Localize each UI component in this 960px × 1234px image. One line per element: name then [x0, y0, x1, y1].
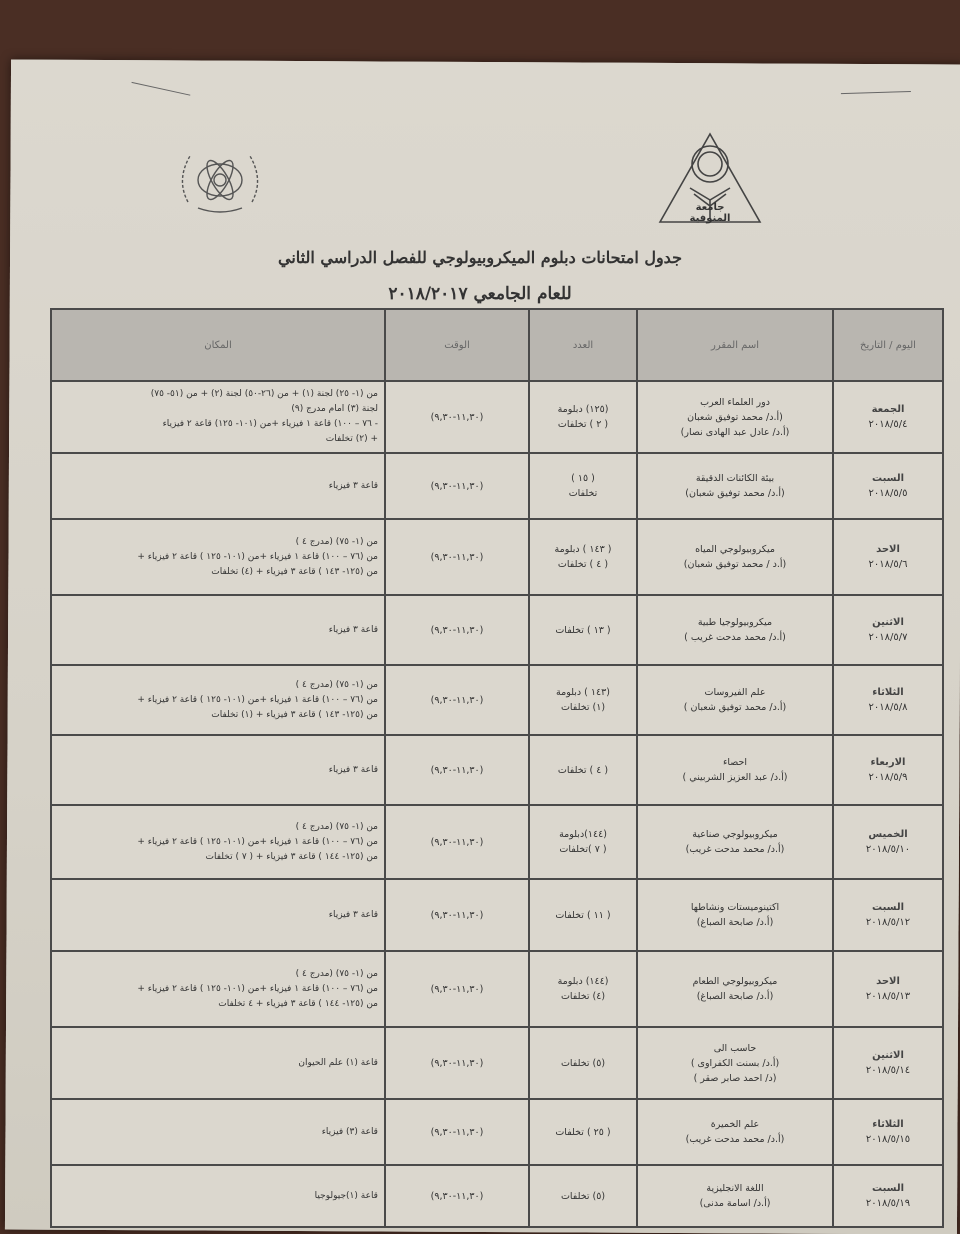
day-name: الجمعة [871, 404, 905, 415]
day-name: السبت [871, 473, 905, 484]
place-cell [51, 665, 385, 735]
lecturer-name: (أ.د/ محمد مدحت غريب ) [684, 632, 786, 643]
document-title: جدول امتحانات دبلوم الميكروبيولوجي للفصل الدراسي الثاني [278, 248, 682, 267]
lecturer-name: (أ.د/ محمد مدحت غريب) [685, 844, 785, 855]
exam-date: ٢٠١٨/٥/١٩ [865, 1198, 911, 1209]
time-cell [385, 519, 529, 595]
exam-date: ٢٠١٨/٥/٩ [868, 772, 908, 783]
date-cell [833, 519, 943, 595]
exam-location: + (٢) تخلفات [325, 434, 378, 444]
exam-location: من (١- ٧٥) (مدرج ٤ ) [295, 968, 378, 979]
course-cell [637, 1099, 833, 1165]
student-count: ( ١١ ) تخلفات [555, 909, 611, 921]
date-cell [833, 951, 943, 1027]
course-cell [637, 595, 833, 665]
lecturer-name: (أ.د/ عادل عبد الهادى نصار) [680, 426, 790, 438]
student-count: تخلفات [568, 488, 598, 499]
header-place: المكان [51, 309, 385, 381]
count-cell [529, 1027, 637, 1099]
day-name: الخميس [868, 829, 908, 840]
date-cell [833, 381, 943, 453]
date-cell [833, 1099, 943, 1165]
student-count: (١٤٣ ) دبلومة [556, 687, 610, 698]
date-cell [833, 735, 943, 805]
exam-date: ٢٠١٨/٥/١٣ [865, 991, 911, 1002]
count-cell [529, 595, 637, 665]
course-cell [637, 1165, 833, 1227]
place-cell [51, 381, 385, 453]
exam-time: (١١,٣٠-٩,٣٠) [430, 764, 484, 776]
course-cell [637, 519, 833, 595]
table-row [51, 1165, 943, 1227]
day-name: الاحد [876, 544, 900, 555]
place-cell [51, 1027, 385, 1099]
exam-location: قاعة ٣ فيزياء [328, 480, 378, 491]
exam-time: (١١,٣٠-٩,٣٠) [430, 694, 484, 706]
time-cell [385, 1027, 529, 1099]
student-count: ( ٢٥ ) تخلفات [555, 1126, 611, 1138]
exam-location: من (١٢٥- ١٤٤ ) قاعة ٣ فيزياء + ( ٧ ) تخلفات [205, 851, 378, 862]
time-cell [385, 1165, 529, 1227]
course-cell [637, 951, 833, 1027]
count-cell [529, 519, 637, 595]
place-cell [51, 519, 385, 595]
course-cell [637, 1027, 833, 1099]
exam-time: (١١,٣٠-٩,٣٠) [430, 836, 484, 848]
exam-location: - ٧٦ – ١٠٠) قاعة ١ فيزياء +من (١٠١- ١٢٥) قاعة ٢ فيزياء [162, 419, 378, 429]
student-count: ( ٤ ) تخلفات [557, 559, 609, 570]
course-name: ميكروبيولوجي صناعية [692, 829, 778, 840]
exam-location: من (١٢٥- ١٤٤ ) قاعة ٣ فيزياء + ٤ تخلفات [218, 998, 378, 1009]
place-cell [51, 879, 385, 951]
header-time: الوقت [385, 309, 529, 381]
lecturer-name: (د/ احمد صابر صقر ) [693, 1072, 777, 1084]
course-cell [637, 453, 833, 519]
exam-date: ٢٠١٨/٥/٨ [868, 702, 908, 713]
day-name: السبت [871, 902, 905, 913]
day-name: الاربعاء [870, 757, 906, 768]
time-cell [385, 879, 529, 951]
table-row [51, 381, 943, 453]
lecturer-name: (أ.د/ صابحة الصباغ) [696, 917, 774, 928]
exam-location: من (١- ٧٥) (مدرج ٤ ) [295, 679, 378, 690]
exam-time: (١١,٣٠-٩,٣٠) [430, 411, 484, 423]
time-cell [385, 595, 529, 665]
table-row [51, 1099, 943, 1165]
course-cell [637, 805, 833, 879]
header-date: اليوم / التاريخ [833, 309, 943, 381]
university-logo [650, 130, 770, 230]
date-cell [833, 879, 943, 951]
exam-location: قاعة (١)جيولوجيا [314, 1190, 378, 1201]
exam-time: (١١,٣٠-٩,٣٠) [430, 1126, 484, 1138]
course-name: اللغة الانجليزية [706, 1183, 764, 1194]
place-cell [51, 1165, 385, 1227]
course-name: بيئة الكائنات الدقيقة [695, 473, 775, 484]
course-name: حاسب الى [713, 1042, 757, 1054]
table-row [51, 879, 943, 951]
document-subtitle: للعام الجامعي ٢٠١٨/٢٠١٧ [388, 284, 572, 304]
time-cell [385, 453, 529, 519]
time-cell [385, 1099, 529, 1165]
time-cell [385, 805, 529, 879]
day-name: السبت [871, 1183, 905, 1194]
course-name: ميكروبيولوجيا طبية [697, 617, 773, 628]
course-name: علم الفيروسات [704, 687, 766, 698]
header-course: اسم المقرر [637, 309, 833, 381]
course-name: احصاء [722, 757, 748, 768]
place-cell [51, 595, 385, 665]
student-count: (٥) تخلفات [560, 1190, 606, 1202]
header-count: العدد [529, 309, 637, 381]
pen-mark [841, 91, 911, 94]
exam-time: (١١,٣٠-٩,٣٠) [430, 624, 484, 636]
lecturer-name: (أ.د/ محمد توفيق شعبان ) [683, 702, 787, 713]
time-cell [385, 951, 529, 1027]
student-count: (٤) تخلفات [560, 991, 606, 1002]
day-name: الاثنين [872, 617, 904, 628]
exam-location: من (١- ٢٥) لجنة (١) + من (٢٦-٥٠) لجنة (٢) + من (٥١- ٧٥) [150, 389, 378, 399]
exam-location: من (٧٦ – ١٠٠) قاعة ١ فيزياء +من (١٠١- ١٢٥ ) قاعة ٢ فيزياء + [137, 694, 378, 705]
date-cell [833, 805, 943, 879]
place-cell [51, 453, 385, 519]
count-cell [529, 665, 637, 735]
date-cell [833, 665, 943, 735]
exam-time: (١١,٣٠-٩,٣٠) [430, 480, 484, 492]
time-cell [385, 381, 529, 453]
day-name: الثلاثاء [872, 1119, 904, 1130]
count-cell [529, 1099, 637, 1165]
pen-mark [132, 82, 191, 96]
course-name: اكتينوميستات ونشاطها [690, 902, 780, 913]
student-count: (١٤٤) دبلومة [557, 976, 609, 987]
lecturer-name: (أ.د/ صابحة الصباغ) [696, 991, 774, 1002]
exam-location: قاعة (١) علم الحيوان [298, 1057, 378, 1068]
exam-time: (١١,٣٠-٩,٣٠) [430, 1190, 484, 1202]
date-cell [833, 595, 943, 665]
exam-location: من (١٢٥- ١٤٣ ) قاعة ٣ فيزياء + (١) تخلفات [211, 709, 378, 720]
day-name: الثلاثاء [872, 687, 904, 698]
lecturer-name: (أ.د / محمد توفيق شعبان) [683, 559, 787, 570]
table-row [51, 519, 943, 595]
place-cell [51, 1099, 385, 1165]
student-count: ( ١٥ ) [571, 473, 595, 484]
table-row [51, 453, 943, 519]
lecturer-name: (أ.د/ محمد توفيق شعبان) [685, 488, 785, 499]
course-cell [637, 879, 833, 951]
course-name: ميكروبيولوجي الطعام [692, 976, 778, 987]
count-cell [529, 951, 637, 1027]
lecturer-name: (أ.د/ عبد العزيز الشربيني ) [682, 772, 788, 783]
university-name-label: جامعة المنوفية [689, 202, 731, 224]
place-cell [51, 805, 385, 879]
course-name: ميكروبيولوجي المياه [695, 544, 775, 555]
course-name: دور العلماء العرب [700, 396, 770, 408]
exam-schedule-table [50, 308, 944, 1228]
table-row [51, 951, 943, 1027]
course-cell [637, 735, 833, 805]
course-cell [637, 381, 833, 453]
exam-date: ٢٠١٨/٥/٦ [868, 559, 908, 570]
course-cell [637, 665, 833, 735]
student-count: (١٤٤)دبلومة [559, 829, 607, 840]
student-count: ( ١٣ ) تخلفات [555, 624, 611, 636]
faculty-seal-icon [168, 142, 272, 218]
course-name: علم الخميرة [710, 1119, 760, 1130]
lecturer-name: (أ.د/ محمد مدحت غريب) [685, 1134, 785, 1145]
day-name: الاحد [876, 976, 900, 987]
lecturer-name: (أ.د/ اسامة مدنى) [699, 1198, 771, 1209]
exam-location: لجنة (٣) امام مدرج (٩) [291, 404, 378, 414]
exam-location: من (٧٦ – ١٠٠) قاعة ١ فيزياء +من (١٠١- ١٢٥ ) قاعة ٢ فيزياء + [137, 551, 378, 562]
place-cell [51, 735, 385, 805]
exam-location: قاعة ٣ فيزياء [328, 764, 378, 775]
student-count: ( ٤ ) تخلفات [557, 764, 609, 776]
exam-date: ٢٠١٨/٥/١٢ [865, 917, 911, 928]
exam-time: (١١,٣٠-٩,٣٠) [430, 909, 484, 921]
exam-location: من (٧٦ – ١٠٠) قاعة ١ فيزياء +من (١٠١- ١٢٥ ) قاعة ٢ فيزياء + [137, 836, 378, 847]
time-cell [385, 665, 529, 735]
exam-location: من (٧٦ – ١٠٠) قاعة ١ فيزياء +من (١٠١- ١٢٥ ) قاعة ٢ فيزياء + [137, 983, 378, 994]
exam-location: من (١٢٥- ١٤٣ ) قاعة ٣ فيزياء + (٤) تخلفات [211, 566, 378, 577]
student-count: (١) تخلفات [560, 702, 606, 713]
table-row [51, 735, 943, 805]
student-count: ( ٧ )تخلفات [559, 844, 607, 855]
exam-time: (١١,٣٠-٩,٣٠) [430, 1057, 484, 1069]
time-cell [385, 735, 529, 805]
student-count: ( ٢ ) تخلفات [557, 419, 609, 430]
exam-date: ٢٠١٨/٥/١٥ [865, 1134, 911, 1145]
date-cell [833, 453, 943, 519]
place-cell [51, 951, 385, 1027]
day-name: الاثنين [872, 1050, 904, 1061]
student-count: ( ١٤٣ ) دبلومة [554, 544, 612, 555]
exam-time: (١١,٣٠-٩,٣٠) [430, 983, 484, 995]
exam-date: ٢٠١٨/٥/٧ [868, 632, 908, 643]
table-row [51, 595, 943, 665]
exam-time: (١١,٣٠-٩,٣٠) [430, 551, 484, 563]
date-cell [833, 1165, 943, 1227]
exam-location: قاعة ٣ فيزياء [328, 624, 378, 635]
student-count: (٥) تخلفات [560, 1057, 606, 1069]
table-row [51, 665, 943, 735]
count-cell [529, 805, 637, 879]
exam-location: قاعة (٣) فيزياء [321, 1126, 378, 1137]
exam-location: قاعة ٣ فيزياء [328, 909, 378, 920]
lecturer-name: (أ.د/ بسنت الكفراوى ) [690, 1057, 780, 1069]
exam-location: من (١- ٧٥) (مدرج ٤ ) [295, 536, 378, 547]
table-row [51, 1027, 943, 1099]
count-cell [529, 879, 637, 951]
exam-date: ٢٠١٨/٥/٤ [868, 419, 908, 430]
count-cell [529, 735, 637, 805]
count-cell [529, 381, 637, 453]
exam-date: ٢٠١٨/٥/١٠ [865, 844, 911, 855]
exam-date: ٢٠١٨/٥/١٤ [865, 1065, 911, 1076]
table-row [51, 805, 943, 879]
student-count: (١٢٥) دبلومة [557, 404, 609, 415]
count-cell [529, 453, 637, 519]
lecturer-name: (أ.د/ محمد توفيق شعبان [687, 411, 783, 423]
table-header-row [51, 309, 943, 381]
count-cell [529, 1165, 637, 1227]
exam-date: ٢٠١٨/٥/٥ [868, 488, 908, 499]
exam-location: من (١- ٧٥) (مدرج ٤ ) [295, 821, 378, 832]
date-cell [833, 1027, 943, 1099]
